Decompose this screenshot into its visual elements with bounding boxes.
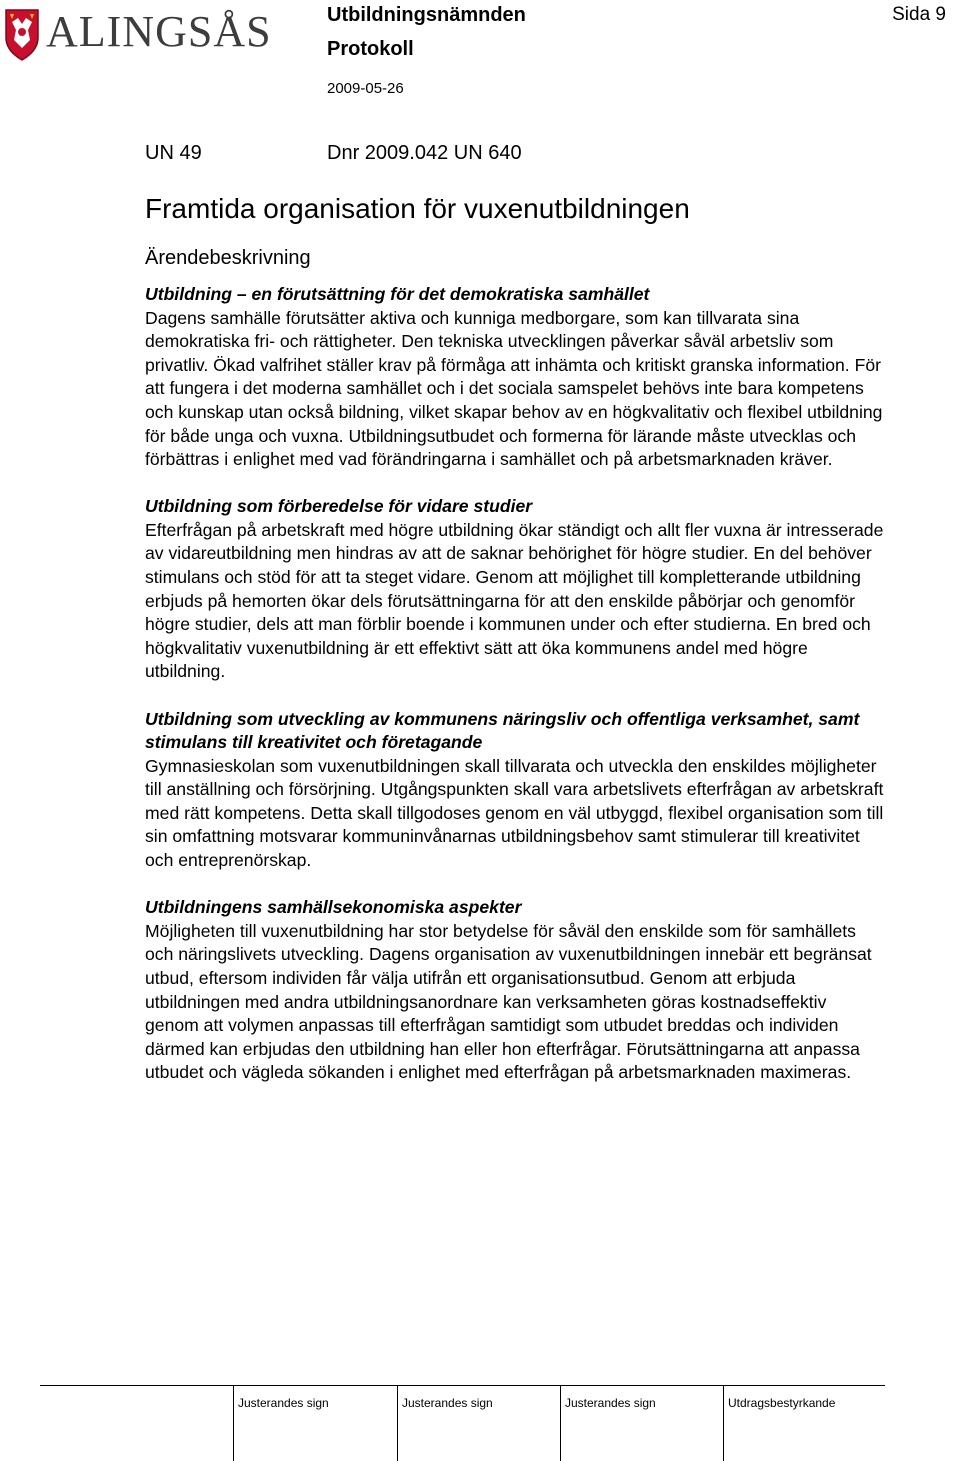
section xyxy=(145,896,885,1085)
municipality-logo xyxy=(4,4,272,70)
committee-name: Utbildningsnämnden xyxy=(327,4,526,26)
signature-box-label: Justerandes sign xyxy=(402,1396,493,1410)
coat-of-arms-icon xyxy=(4,8,40,62)
section-text: Efterfrågan på arbetskraft med högre utbildning ökar ständigt och allt fler vuxna är intresserade av vidareutbildning men hindras av att de saknar behörighet för högre studier. En del behöver stimulans och stöd för att ta steget vidare. Genom att möjlighet till kompletterande utbildning erbjuds på hemorten ökar dels förutsättningarna för att den enskilde påbörjar och genomför högre studier, dels att man förblir boende i kommunen under och efter studierna. En bred och högkvalitativ vuxenutbildning är ett effektivt sätt att öka kommunens andel med högre utbildning. xyxy=(145,519,884,682)
page-title: Framtida organisation för vuxenutbildningen xyxy=(145,193,690,224)
section-heading: Utbildningens samhällsekonomiska aspekter xyxy=(145,897,522,918)
page-number: Sida 9 xyxy=(892,4,946,25)
document-type: Protokoll xyxy=(327,38,414,60)
section xyxy=(145,283,885,472)
certification-box-label: Utdragsbestyrkande xyxy=(728,1396,836,1410)
section xyxy=(145,708,885,873)
section-text: Möjligheten till vuxenutbildning har stor betydelse för såväl den enskilde som för samhällets och näringslivets utveckling. Dagens organisation av vuxenutbildningen innebär ett begränsat utbud, eftersom individen får välja utifrån ett organisationsutbud. Genom att erbjuda utbildningen med andra utbildningsanordnare kan verksamheten göras kostnadseffektiv genom att volymen anpassas till efterfrågan samtidigt som utbudet breddas och individen därmed kan erbjudas den utbildning han eller hon efterfrågar. Förutsättningarna att anpassa utbudet och vägleda sökanden i enlighet med efterfrågan på arbetsmarknaden maximeras. xyxy=(145,920,872,1083)
signature-box-label: Justerandes sign xyxy=(565,1396,656,1410)
footer-rule xyxy=(40,1385,885,1386)
section-text: Gymnasieskolan som vuxenutbildningen skall tillvarata och utveckla den enskildes möjligheter till anställning och försörjning. Utgångspunkten skall vara arbetslivets efterfrågan av arbetskraft med rätt kompetens. Detta skall tillgodoses genom en väl utbyggd, flexibel organisation som till sin omfattning motsvarar kommuninvånarnas utbildningsbehov samt stimulerar till kreativitet och entreprenörskap. xyxy=(145,755,884,871)
document-body xyxy=(145,283,885,1085)
section-text: Dagens samhälle förutsätter aktiva och kunniga medborgare, som kan tillvarata sina demokratiska fri- och rättigheter. Den tekniska utvecklingen påverkar såväl arbetsliv som privatliv. Ökad valfrihet ställer krav på förmåga att inhämta och kritiskt granska information. För att fungera i det moderna samhället och i det sociala samspelet behövs inte bara kompetens och kunskap utan också bildning, vilket skapar behov av en högkvalitativ och flexibel utbildning för både unga och vuxna. Utbildningsutbudet och formerna för lärande måste utvecklas och förbättras i enlighet med vad förändringarna i samhället och på arbetsmarknaden kräver. xyxy=(145,307,883,470)
footer-divider xyxy=(233,1386,234,1461)
section-heading: Utbildning som förberedelse för vidare studier xyxy=(145,496,533,517)
signature-box-label: Justerandes sign xyxy=(238,1396,329,1410)
section-heading: Utbildning som utveckling av kommunens näringsliv och offentliga verksamhet, samt stimulans till kreativitet och företagande xyxy=(145,708,860,753)
footer-divider xyxy=(723,1386,724,1461)
diary-number: Dnr 2009.042 UN 640 xyxy=(327,142,522,164)
meeting-date: 2009-05-26 xyxy=(327,80,404,97)
section-label: Ärendebeskrivning xyxy=(145,247,311,269)
case-number: UN 49 xyxy=(145,142,202,164)
footer-divider xyxy=(397,1386,398,1461)
logo-text: ALINGSÅS xyxy=(46,7,272,56)
section-heading: Utbildning – en förutsättning för det demokratiska samhället xyxy=(145,284,650,304)
footer-divider xyxy=(560,1386,561,1461)
section xyxy=(145,495,885,684)
